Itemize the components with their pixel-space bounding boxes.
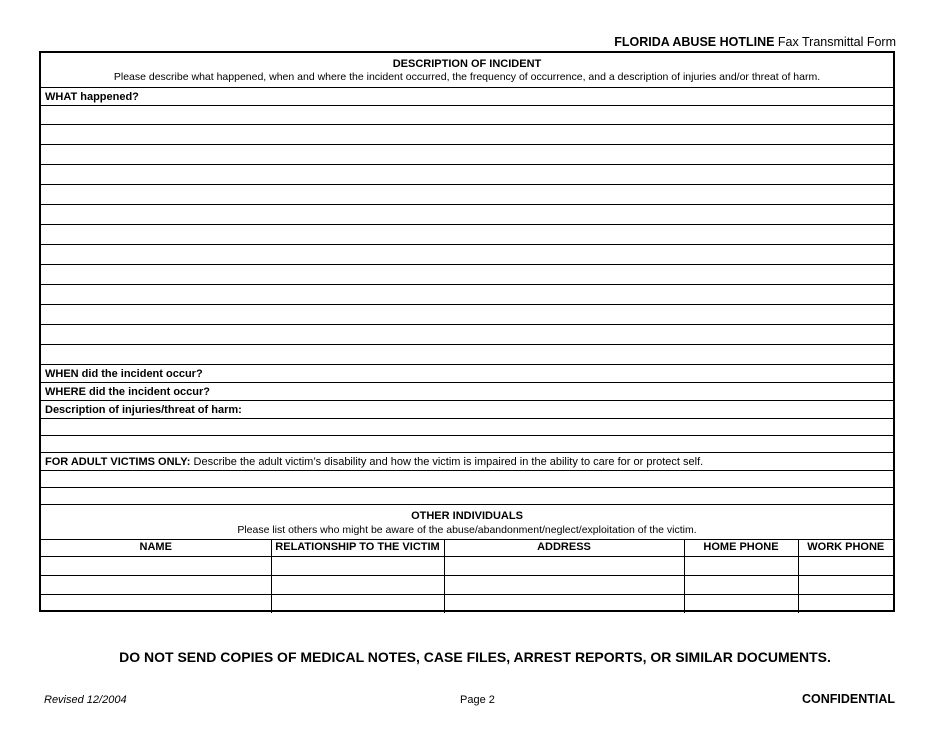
- what-line[interactable]: [41, 305, 893, 325]
- others-instructions: Please list others who might be aware of the abuse/abandonment/neglect/exploitation of the victim.: [237, 524, 697, 536]
- adult-line[interactable]: [41, 471, 893, 488]
- col-relationship: RELATIONSHIP TO THE VICTIM: [271, 540, 444, 556]
- adult-line[interactable]: [41, 488, 893, 505]
- adult-victims-label: [41, 453, 893, 471]
- where-label[interactable]: WHERE did the incident occur?: [41, 383, 893, 401]
- what-line[interactable]: [41, 225, 893, 245]
- revised-date: Revised 12/2004: [44, 694, 127, 706]
- what-line[interactable]: [41, 165, 893, 185]
- work-phone-cell[interactable]: [798, 594, 893, 613]
- what-lines[interactable]: [41, 106, 893, 365]
- confidential-label: CONFIDENTIAL: [801, 692, 895, 706]
- injuries-label: Description of injuries/threat of harm:: [41, 401, 893, 419]
- what-line[interactable]: [41, 145, 893, 165]
- work-phone-cell[interactable]: [798, 575, 893, 594]
- others-heading: OTHER INDIVIDUALS: [411, 510, 523, 522]
- col-work-phone: WORK PHONE: [798, 540, 893, 556]
- address-cell[interactable]: [444, 594, 684, 613]
- relationship-cell[interactable]: [271, 594, 444, 613]
- what-line[interactable]: [41, 185, 893, 205]
- others-header: [41, 505, 893, 540]
- others-table: [41, 540, 893, 613]
- address-cell[interactable]: [444, 556, 684, 575]
- page-number: Page 2: [460, 694, 495, 706]
- relationship-cell[interactable]: [271, 556, 444, 575]
- address-cell[interactable]: [444, 575, 684, 594]
- what-line[interactable]: [41, 125, 893, 145]
- warning-text: DO NOT SEND COPIES OF MEDICAL NOTES, CASE FILES, ARREST REPORTS, OR SIMILAR DOCUMENTS.: [119, 649, 831, 665]
- what-line[interactable]: [41, 285, 893, 305]
- adult-victims-label-rest: Describe the adult victim’s disability and how the victim is impaired in the ability to care for or protect self.: [190, 456, 704, 468]
- what-line[interactable]: [41, 106, 893, 125]
- table-row: [41, 556, 893, 575]
- name-cell[interactable]: [41, 556, 271, 575]
- what-line[interactable]: [41, 245, 893, 265]
- relationship-cell[interactable]: [271, 575, 444, 594]
- form-title-rest: Fax Transmittal Form: [774, 35, 896, 49]
- name-cell[interactable]: [41, 594, 271, 613]
- table-row: [41, 575, 893, 594]
- what-label: WHAT happened?: [41, 88, 893, 106]
- incident-header: [41, 53, 893, 88]
- what-line[interactable]: [41, 325, 893, 345]
- col-name: NAME: [41, 540, 271, 556]
- name-cell[interactable]: [41, 575, 271, 594]
- adult-victims-label-bold: FOR ADULT VICTIMS ONLY:: [45, 456, 191, 468]
- col-home-phone: HOME PHONE: [684, 540, 798, 556]
- work-phone-cell[interactable]: [798, 556, 893, 575]
- injuries-line[interactable]: [41, 436, 893, 453]
- incident-heading: DESCRIPTION OF INCIDENT: [392, 58, 542, 70]
- form-box: [39, 51, 895, 612]
- what-line[interactable]: [41, 265, 893, 285]
- what-line[interactable]: [41, 345, 893, 365]
- when-label[interactable]: WHEN did the incident occur?: [41, 365, 893, 383]
- home-phone-cell[interactable]: [684, 556, 798, 575]
- home-phone-cell[interactable]: [684, 575, 798, 594]
- others-table-header: [41, 540, 893, 556]
- what-line[interactable]: [41, 205, 893, 225]
- col-address: ADDRESS: [444, 540, 684, 556]
- home-phone-cell[interactable]: [684, 594, 798, 613]
- form-title-bold: FLORIDA ABUSE HOTLINE: [614, 35, 775, 49]
- table-row: [41, 594, 893, 613]
- incident-instructions: Please describe what happened, when and where the incident occurred, the frequency of occurrence, and a description of injuries and/or threat of harm.: [113, 71, 821, 83]
- injuries-line[interactable]: [41, 419, 893, 436]
- form-title: [614, 35, 896, 49]
